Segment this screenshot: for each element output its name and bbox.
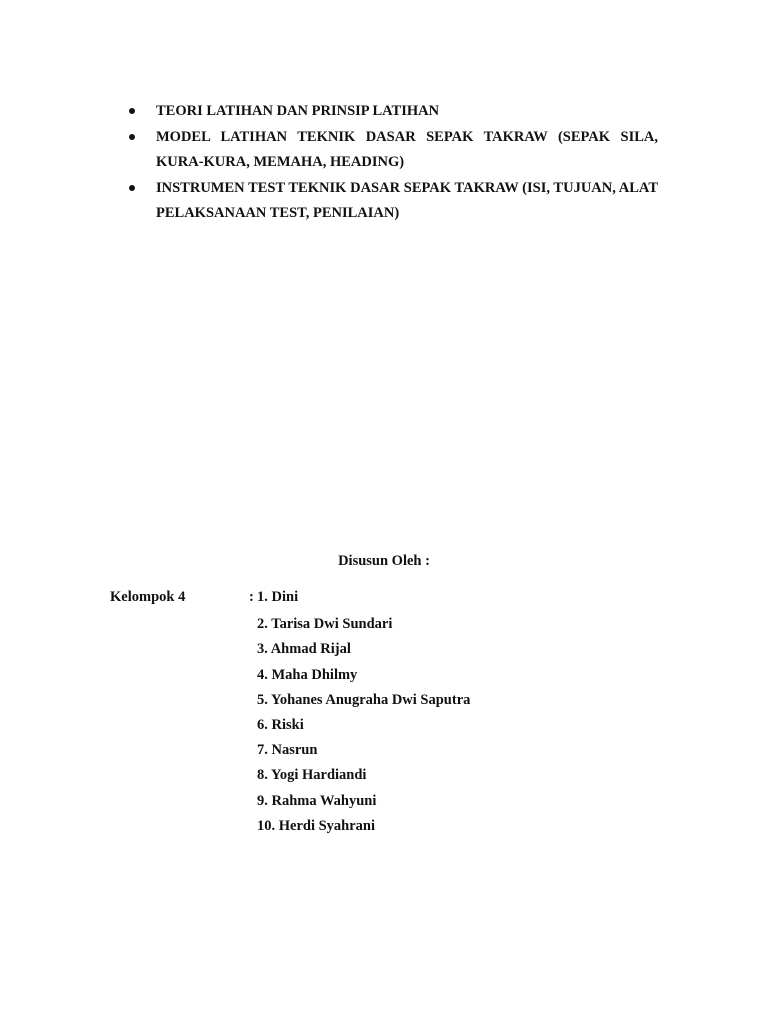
member-item: 10. Herdi Syahrani [257, 817, 376, 834]
member-list [257, 587, 470, 839]
member-item: 4. Maha Dhilmy [257, 666, 358, 683]
topic-item [128, 125, 658, 176]
member-item: 6. Riski [257, 717, 304, 733]
member-item: 9. Rahma Wahyuni [257, 792, 377, 809]
member-item: 7. Nasrun [257, 742, 318, 759]
topic-item [128, 99, 658, 125]
member-item: 5. Yohanes Anugraha Dwi Saputra [257, 691, 471, 708]
author-heading: Disusun Oleh : [338, 553, 430, 569]
topic-text: INSTRUMEN TEST TEKNIK DASAR SEPAK TAKRAW (ISI, TUJUAN, ALAT PELAKSANAAN TEST, PENILAIAN) [156, 179, 658, 221]
bullet-icon [129, 108, 135, 114]
topic-text: MODEL LATIHAN TEKNIK DASAR SEPAK TAKRAW (SEPAK SILA, KURA-KURA, MEMAHA, HEADING) [156, 128, 658, 170]
member-item: 8. Yogi Hardiandi [257, 767, 367, 784]
member-item: 2. Tarisa Dwi Sundari [257, 616, 393, 633]
bullet-icon [129, 134, 135, 140]
member-item: 1. Dini [257, 589, 299, 605]
group-separator: : [249, 589, 254, 605]
group-label: Kelompok 4 [110, 589, 186, 605]
topic-item [128, 176, 658, 227]
topic-text: TEORI LATIHAN DAN PRINSIP LATIHAN [156, 103, 440, 119]
topic-list [128, 99, 658, 227]
member-item: 3. Ahmad Rijal [257, 641, 351, 658]
bullet-icon [129, 185, 135, 191]
